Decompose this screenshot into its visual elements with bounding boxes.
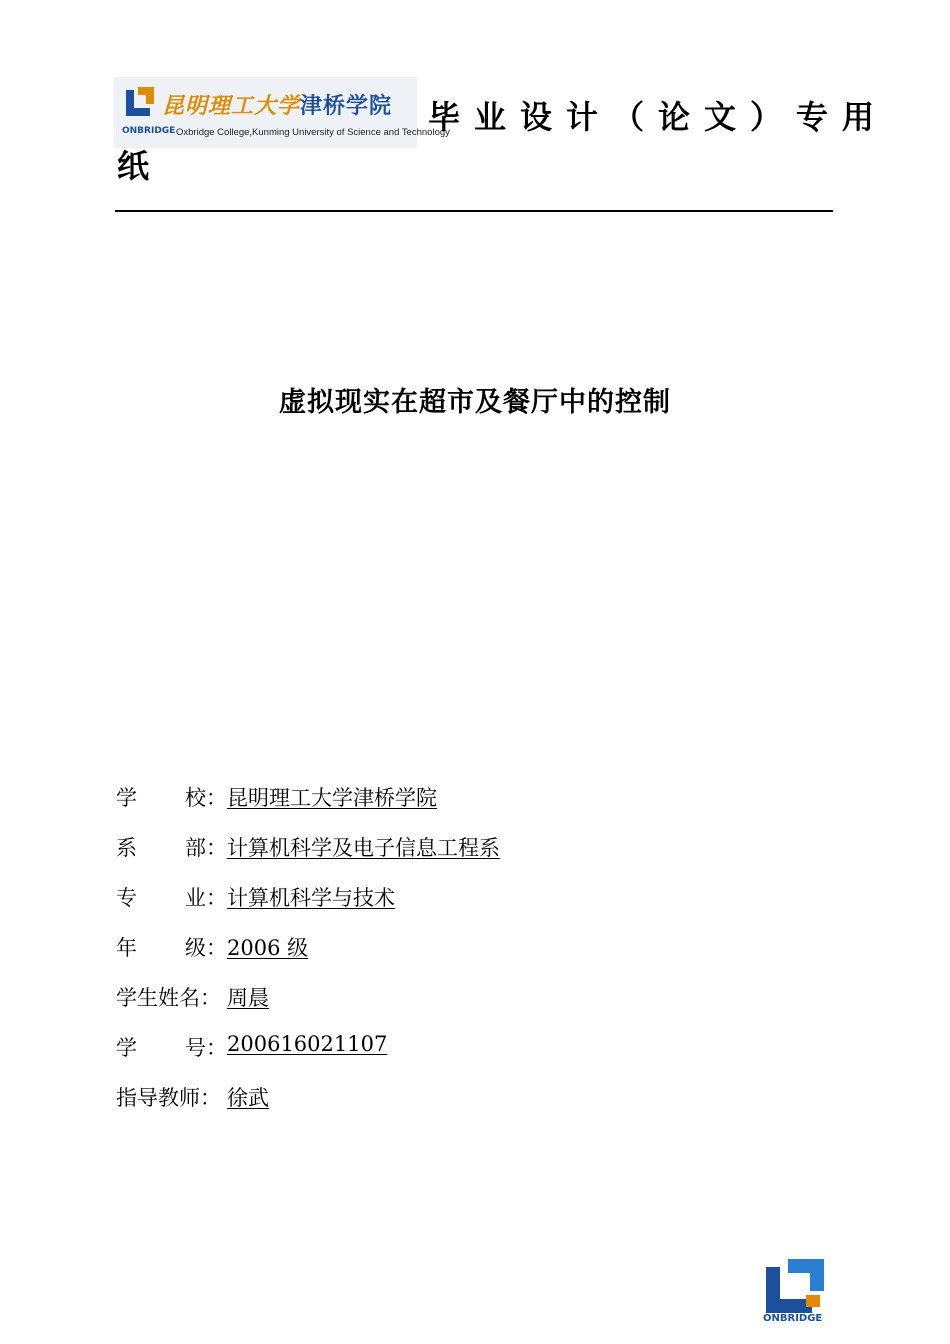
label-char: 部： [185,836,227,860]
info-value-grade: 2006 级 [227,936,309,960]
info-row-major [116,882,500,932]
label-char: 学 [116,1036,137,1060]
college-logo-icon [122,84,158,120]
info-label: 指导教师： [116,1086,221,1110]
label-char: 校： [185,786,227,810]
logo-english-name: Oxbridge College,Kunming University of Science and Technology [176,127,450,138]
header-divider [115,210,833,212]
info-row-advisor [116,1082,500,1132]
label-char: 专 [116,886,137,910]
logo-chinese-name [162,89,392,120]
logo-college-name: 津桥学院 [300,94,393,119]
logo-brand: ONBRIDGE [122,126,176,136]
info-value-major: 计算机科学与技术 [227,886,395,910]
info-row-school [116,782,500,832]
info-label [116,832,227,862]
info-label [116,782,227,812]
logo-university-name: 昆明理工大学 [162,94,301,119]
student-info [116,782,500,1132]
info-label [116,932,227,962]
info-row-department [116,832,500,882]
info-row-student [116,982,500,1032]
info-value-advisor: 徐武 [227,1086,269,1110]
info-value-student-id: 200616021107 [227,1032,388,1056]
label-char: 号： [185,1036,227,1060]
info-value-school: 昆明理工大学津桥学院 [227,786,437,810]
info-row-grade [116,932,500,982]
info-row-student-id [116,1032,500,1082]
header-title: 毕业设计（论文）专用 [428,98,889,136]
thesis-title: 虚拟现实在超市及餐厅中的控制 [279,387,671,418]
info-value-student: 周晨 [227,986,269,1010]
footer-brand: ONBRIDGE [763,1313,823,1324]
info-label: 学生姓名： [116,986,221,1010]
info-value-department: 计算机科学及电子信息工程系 [227,836,500,860]
header-title-tail: 纸 [117,147,150,185]
label-char: 学 [116,786,137,810]
college-logo [114,77,450,148]
label-char: 级： [185,936,227,960]
label-char: 年 [116,936,137,960]
info-label [116,1032,227,1062]
label-char: 业： [185,886,227,910]
label-char: 系 [116,836,137,860]
info-label [116,882,227,912]
